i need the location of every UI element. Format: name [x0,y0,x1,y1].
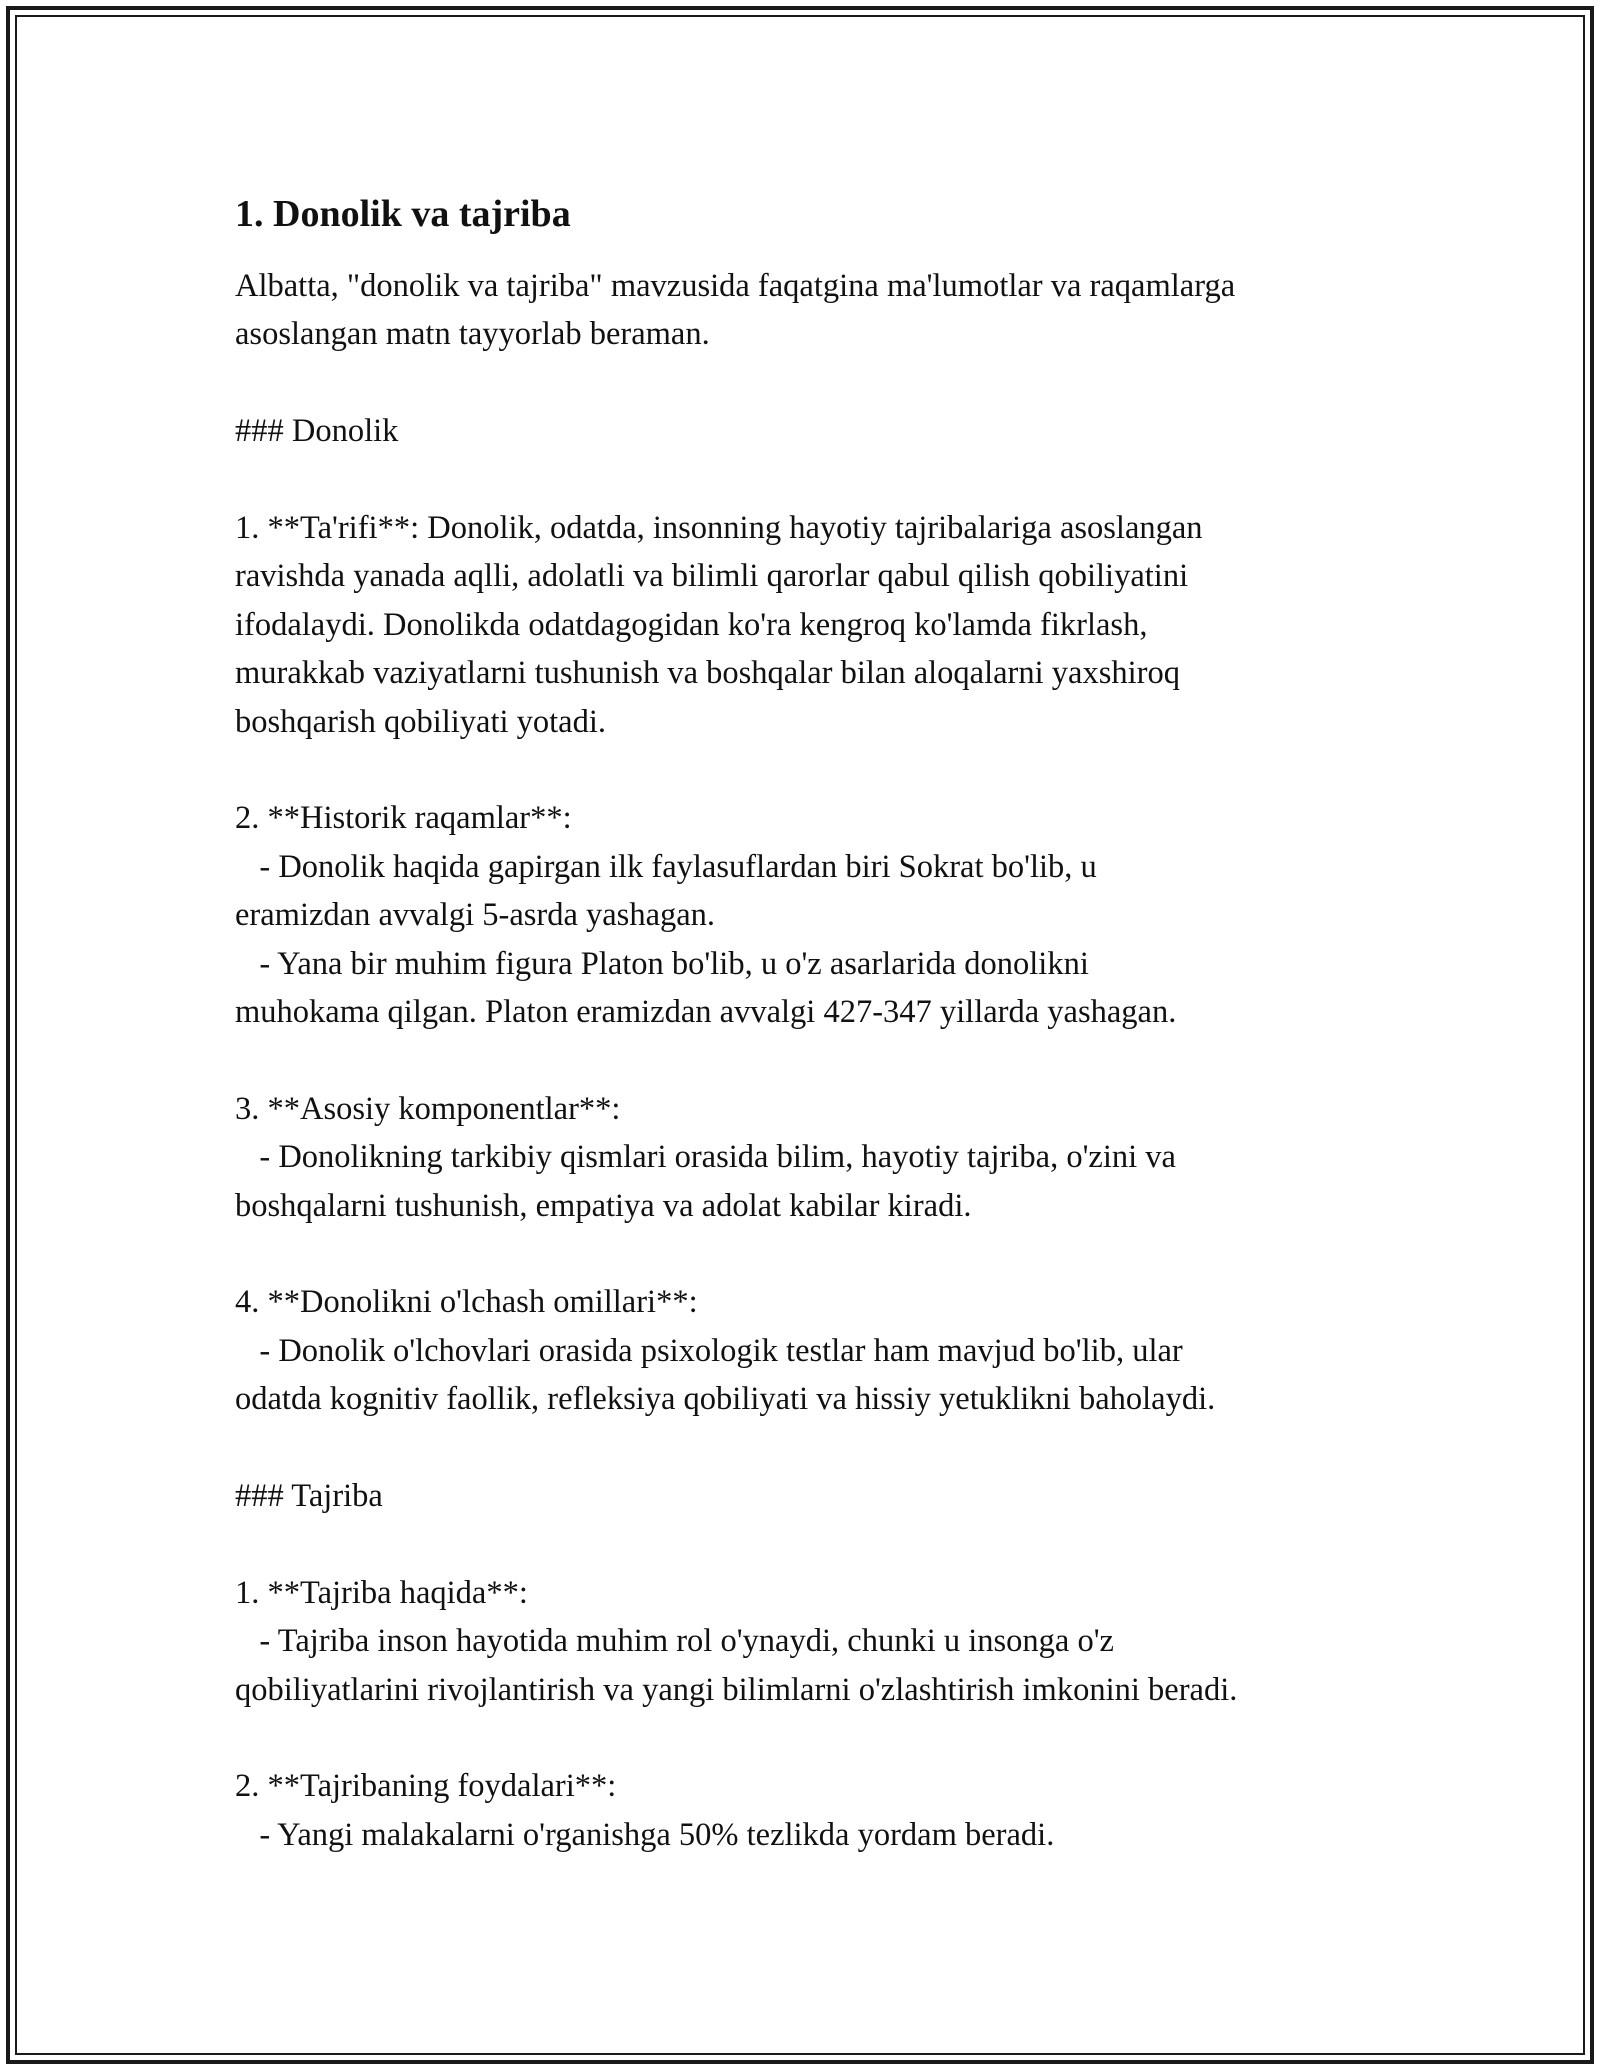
section-heading-donolik: ### Donolik [235,413,399,450]
document-title: 1. Donolik va tajriba [235,193,571,235]
intro-paragraph: Albatta, "donolik va tajriba" mavzusida faqatgina ma'lumotlar va raqamlarga asoslangan matn tayyorlab beraman. [235,268,1236,353]
donolik-item-3: 3. **Asosiy komponentlar**: - Donolikning tarkibiy qismlari orasida bilim, hayotiy tajriba, o'zini va boshqalarni tushunish, empatiya va adolat kabilar kiradi. [235,1090,1176,1224]
section-heading-tajriba: ### Tajriba [235,1478,383,1515]
donolik-item-1: 1. **Ta'rifi**: Donolik, odatda, insonning hayotiy tajribalariga asoslangan ravishda yanada aqlli, adolatli va bilimli qarorlar qabul qilish qobiliyatini ifodalaydi. Donolikda odatdagogidan ko'ra kengroq ko'lamda fikrlash, murakkab vaziyatlarni tushunish va boshqalar bilan aloqalarni yaxshiroq boshqarish qobiliyati yotadi. [235,510,1203,740]
tajriba-item-2: 2. **Tajribaning foydalari**: - Yangi malakalarni o'rganishga 50% tezlikda yordam beradi. [235,1768,1055,1853]
tajriba-item-1: 1. **Tajriba haqida**: - Tajriba inson hayotida muhim rol o'ynaydi, chunki u insonga o'z qobiliyatlarini rivojlantirish va yangi bilimlarni o'zlashtirish imkonini beradi. [235,1574,1238,1708]
document-body [235,186,1385,1859]
donolik-item-4: 4. **Donolikni o'lchash omillari**: - Donolik o'lchovlari orasida psixologik testlar ham mavjud bo'lib, ular odatda kognitiv faollik, refleksiya qobiliyati va hissiy yetuklikni baholaydi. [235,1284,1216,1418]
donolik-item-2: 2. **Historik raqamlar**: - Donolik haqida gapirgan ilk faylasuflardan biri Sokrat bo'lib, u eramizdan avvalgi 5-asrda yashagan. - Yana bir muhim figura Platon bo'lib, u o'z asarlarida donolikni muhokama qilgan. Platon eramizdan avvalgi 427-347 yillarda yashagan. [235,800,1177,1031]
